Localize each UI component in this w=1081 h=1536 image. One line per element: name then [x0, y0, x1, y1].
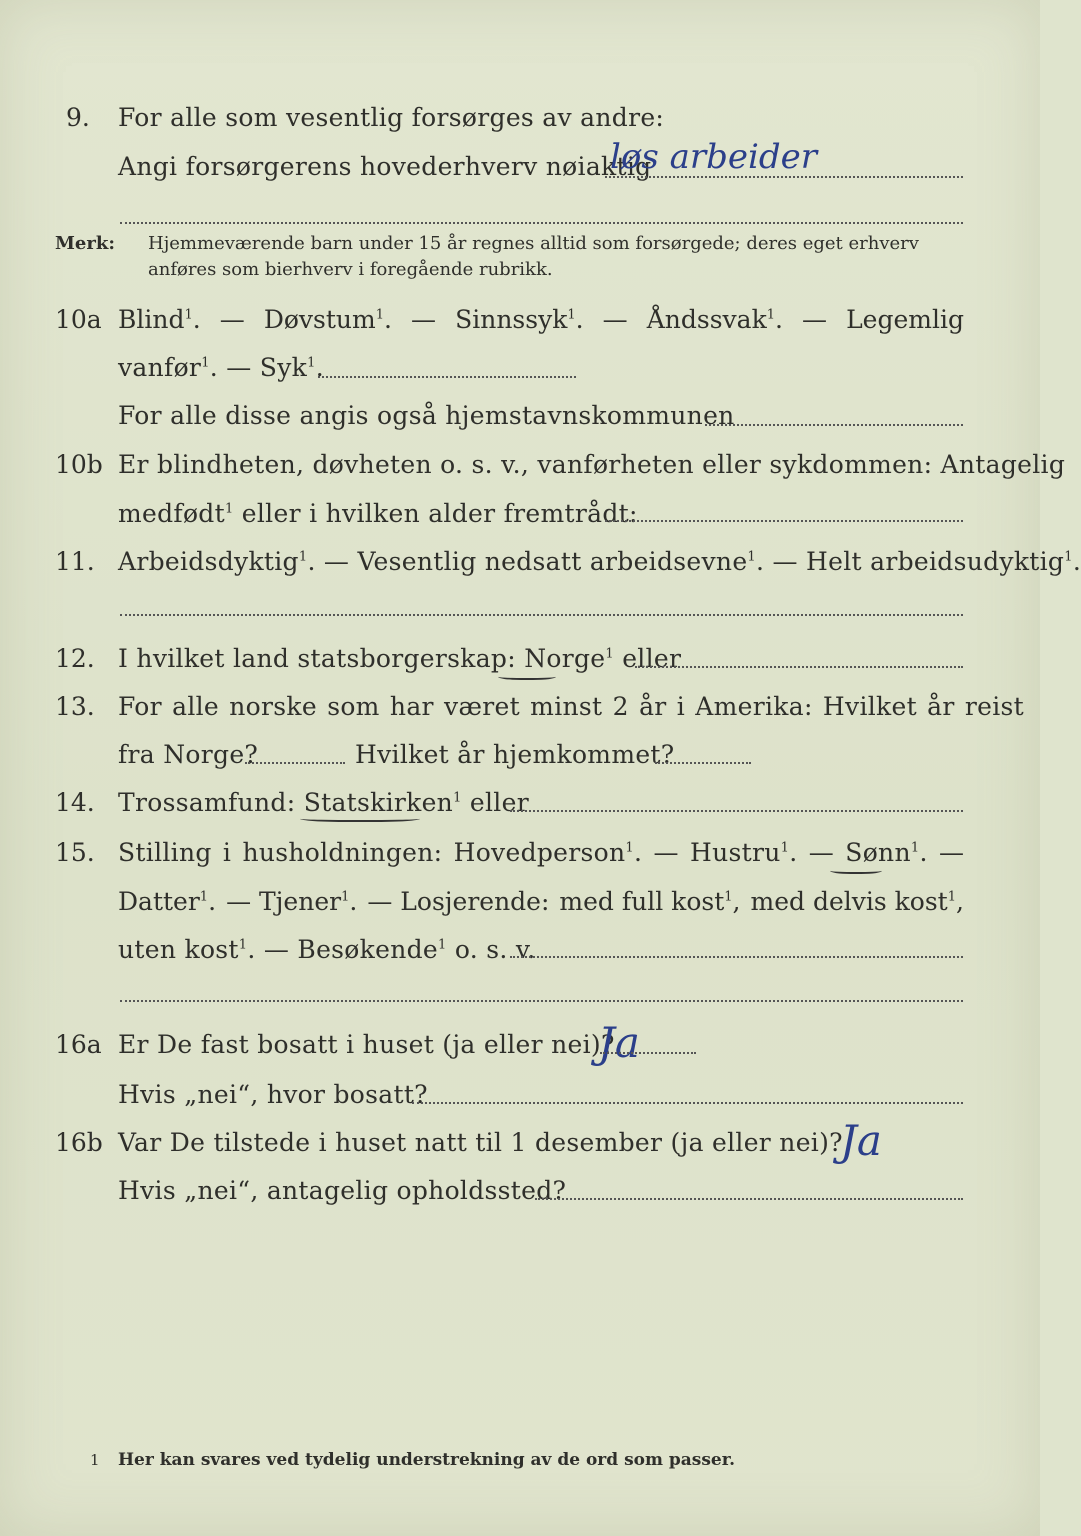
q10a-line1: Blind$^1$. — Døvstum$^1$. — Sinnssyk$^1$. — Åndssvak$^1$. — Legemlig — [118, 305, 964, 334]
q10a-dash3: — — [602, 305, 628, 334]
q16b-number: 16b — [55, 1128, 103, 1157]
q10a-line2: vanfør$^1$. — Syk$^1$. — [118, 353, 324, 382]
q15-line1: Stilling i husholdningen: Hovedperson$^1$. — Hustru$^1$. — Sønn$^1$. — — [118, 838, 965, 867]
q15-sonn-underline — [830, 866, 882, 874]
q14-number: 14. — [55, 788, 95, 817]
q10b-answer-line — [605, 520, 963, 522]
q15-line3: uten kost$^1$. — Besøkende$^1$ o. s. v. — [118, 935, 536, 964]
q9-extra-line — [120, 222, 963, 224]
q9-line1: For alle som vesentlig forsørges av andre: — [118, 103, 665, 132]
q16a-answer-line — [600, 1052, 696, 1054]
q12-norge-option: Norge — [524, 644, 606, 673]
q14-statskirken-underline — [300, 814, 420, 822]
q10a-sinnssyk: Sinnssyk — [455, 305, 568, 334]
q12-answer-line — [635, 666, 963, 668]
q10a-dash4: — — [802, 305, 828, 334]
q13-number: 13. — [55, 692, 95, 721]
q10a-dovstum: Døvstum — [263, 305, 376, 334]
q13-line2b: Hvilket år hjemkommet? — [355, 740, 675, 769]
q15-answer-line — [510, 956, 963, 958]
q16b-opholdssted-line — [535, 1198, 963, 1200]
q14-answer-line — [510, 810, 963, 812]
merk-label: Merk: — [55, 233, 115, 254]
q13-hjemkommet-line — [655, 762, 751, 764]
q15-line2: Datter$^1$. — Tjener$^1$. — Losjerende: med full kost$^1$, med delvis kost$^1$, — [118, 887, 964, 916]
q10a-dash1: — — [219, 305, 245, 334]
q10b-line1: Er blindheten, døvheten o. s. v., vanførheten eller sykdommen: Antagelig — [118, 450, 1066, 479]
q9-handwritten-answer: løs arbeider — [610, 137, 818, 177]
q10a-number: 10a — [55, 305, 102, 334]
q13-line1: For alle norske som har været minst 2 år i Amerika: Hvilket år reist — [118, 692, 1025, 721]
q15-sonn-option: Sønn — [845, 838, 911, 867]
q9-line2: Angi forsørgerens hovederhverv nøiaktig — [118, 152, 652, 181]
q16a-bosatt-line — [412, 1102, 963, 1104]
q10b-line2: medfødt$^1$ eller i hvilken alder fremtrådt: — [118, 499, 638, 528]
q11-answer-line — [120, 614, 963, 616]
q13-reist-line — [245, 762, 345, 764]
q13-line2a: fra Norge? — [118, 740, 259, 769]
q16a-line1: Er De fast bosatt i huset (ja eller nei)? — [118, 1030, 615, 1059]
q9-answer-line — [605, 176, 963, 178]
q14-statskirken-option: Statskirken — [303, 788, 454, 817]
q10a-syk-line — [318, 376, 576, 378]
q10a-line3: For alle disse angis også hjemstavnskommunen — [118, 401, 735, 430]
q10a-andssvak: Åndssvak — [646, 305, 767, 334]
q16b-handwritten-answer: Ja — [840, 1116, 882, 1165]
footnote-text: Her kan svares ved tydelig understrekning av de ord som passer. — [118, 1450, 736, 1470]
q16a-number: 16a — [55, 1030, 102, 1059]
q16b-line2: Hvis „nei“, antagelig opholdssted? — [118, 1176, 567, 1205]
merk-line2: anføres som bierhverv i foregående rubrikk. — [148, 259, 553, 280]
q10a-legemlig: Legemlig — [846, 305, 964, 334]
q15-extra-line — [120, 1000, 963, 1002]
q16b-line1: Var De tilstede i huset natt til 1 desember (ja eller nei)? — [118, 1128, 843, 1157]
q15-number: 15. — [55, 838, 95, 867]
q11-number: 11. — [55, 547, 95, 576]
q10b-number: 10b — [55, 450, 103, 479]
q12-number: 12. — [55, 644, 95, 673]
q14-line1: Trossamfund: Statskirken$^1$ eller — [118, 788, 529, 817]
q10a-dash2: — — [411, 305, 437, 334]
q10a-hjemstavn-line — [705, 424, 963, 426]
merk-line1: Hjemmeværende barn under 15 år regnes alltid som forsørgede; deres eget erhverv — [148, 233, 919, 254]
q9-number: 9. — [66, 103, 90, 132]
q16a-handwritten-answer: Ja — [598, 1018, 640, 1067]
q12-norge-underline — [498, 672, 556, 680]
q10a-blind: Blind — [118, 305, 185, 334]
footnote-mark: 1 — [90, 1451, 100, 1469]
q16a-line2: Hvis „nei“, hvor bosatt? — [118, 1080, 428, 1109]
q11-line1: Arbeidsdyktig$^1$. — Vesentlig nedsatt arbeidsevne$^1$. — Helt arbeidsudyktig$^1$. — [118, 547, 1081, 576]
q12-line1: I hvilket land statsborgerskap: Norge$^1$ eller — [118, 644, 682, 673]
